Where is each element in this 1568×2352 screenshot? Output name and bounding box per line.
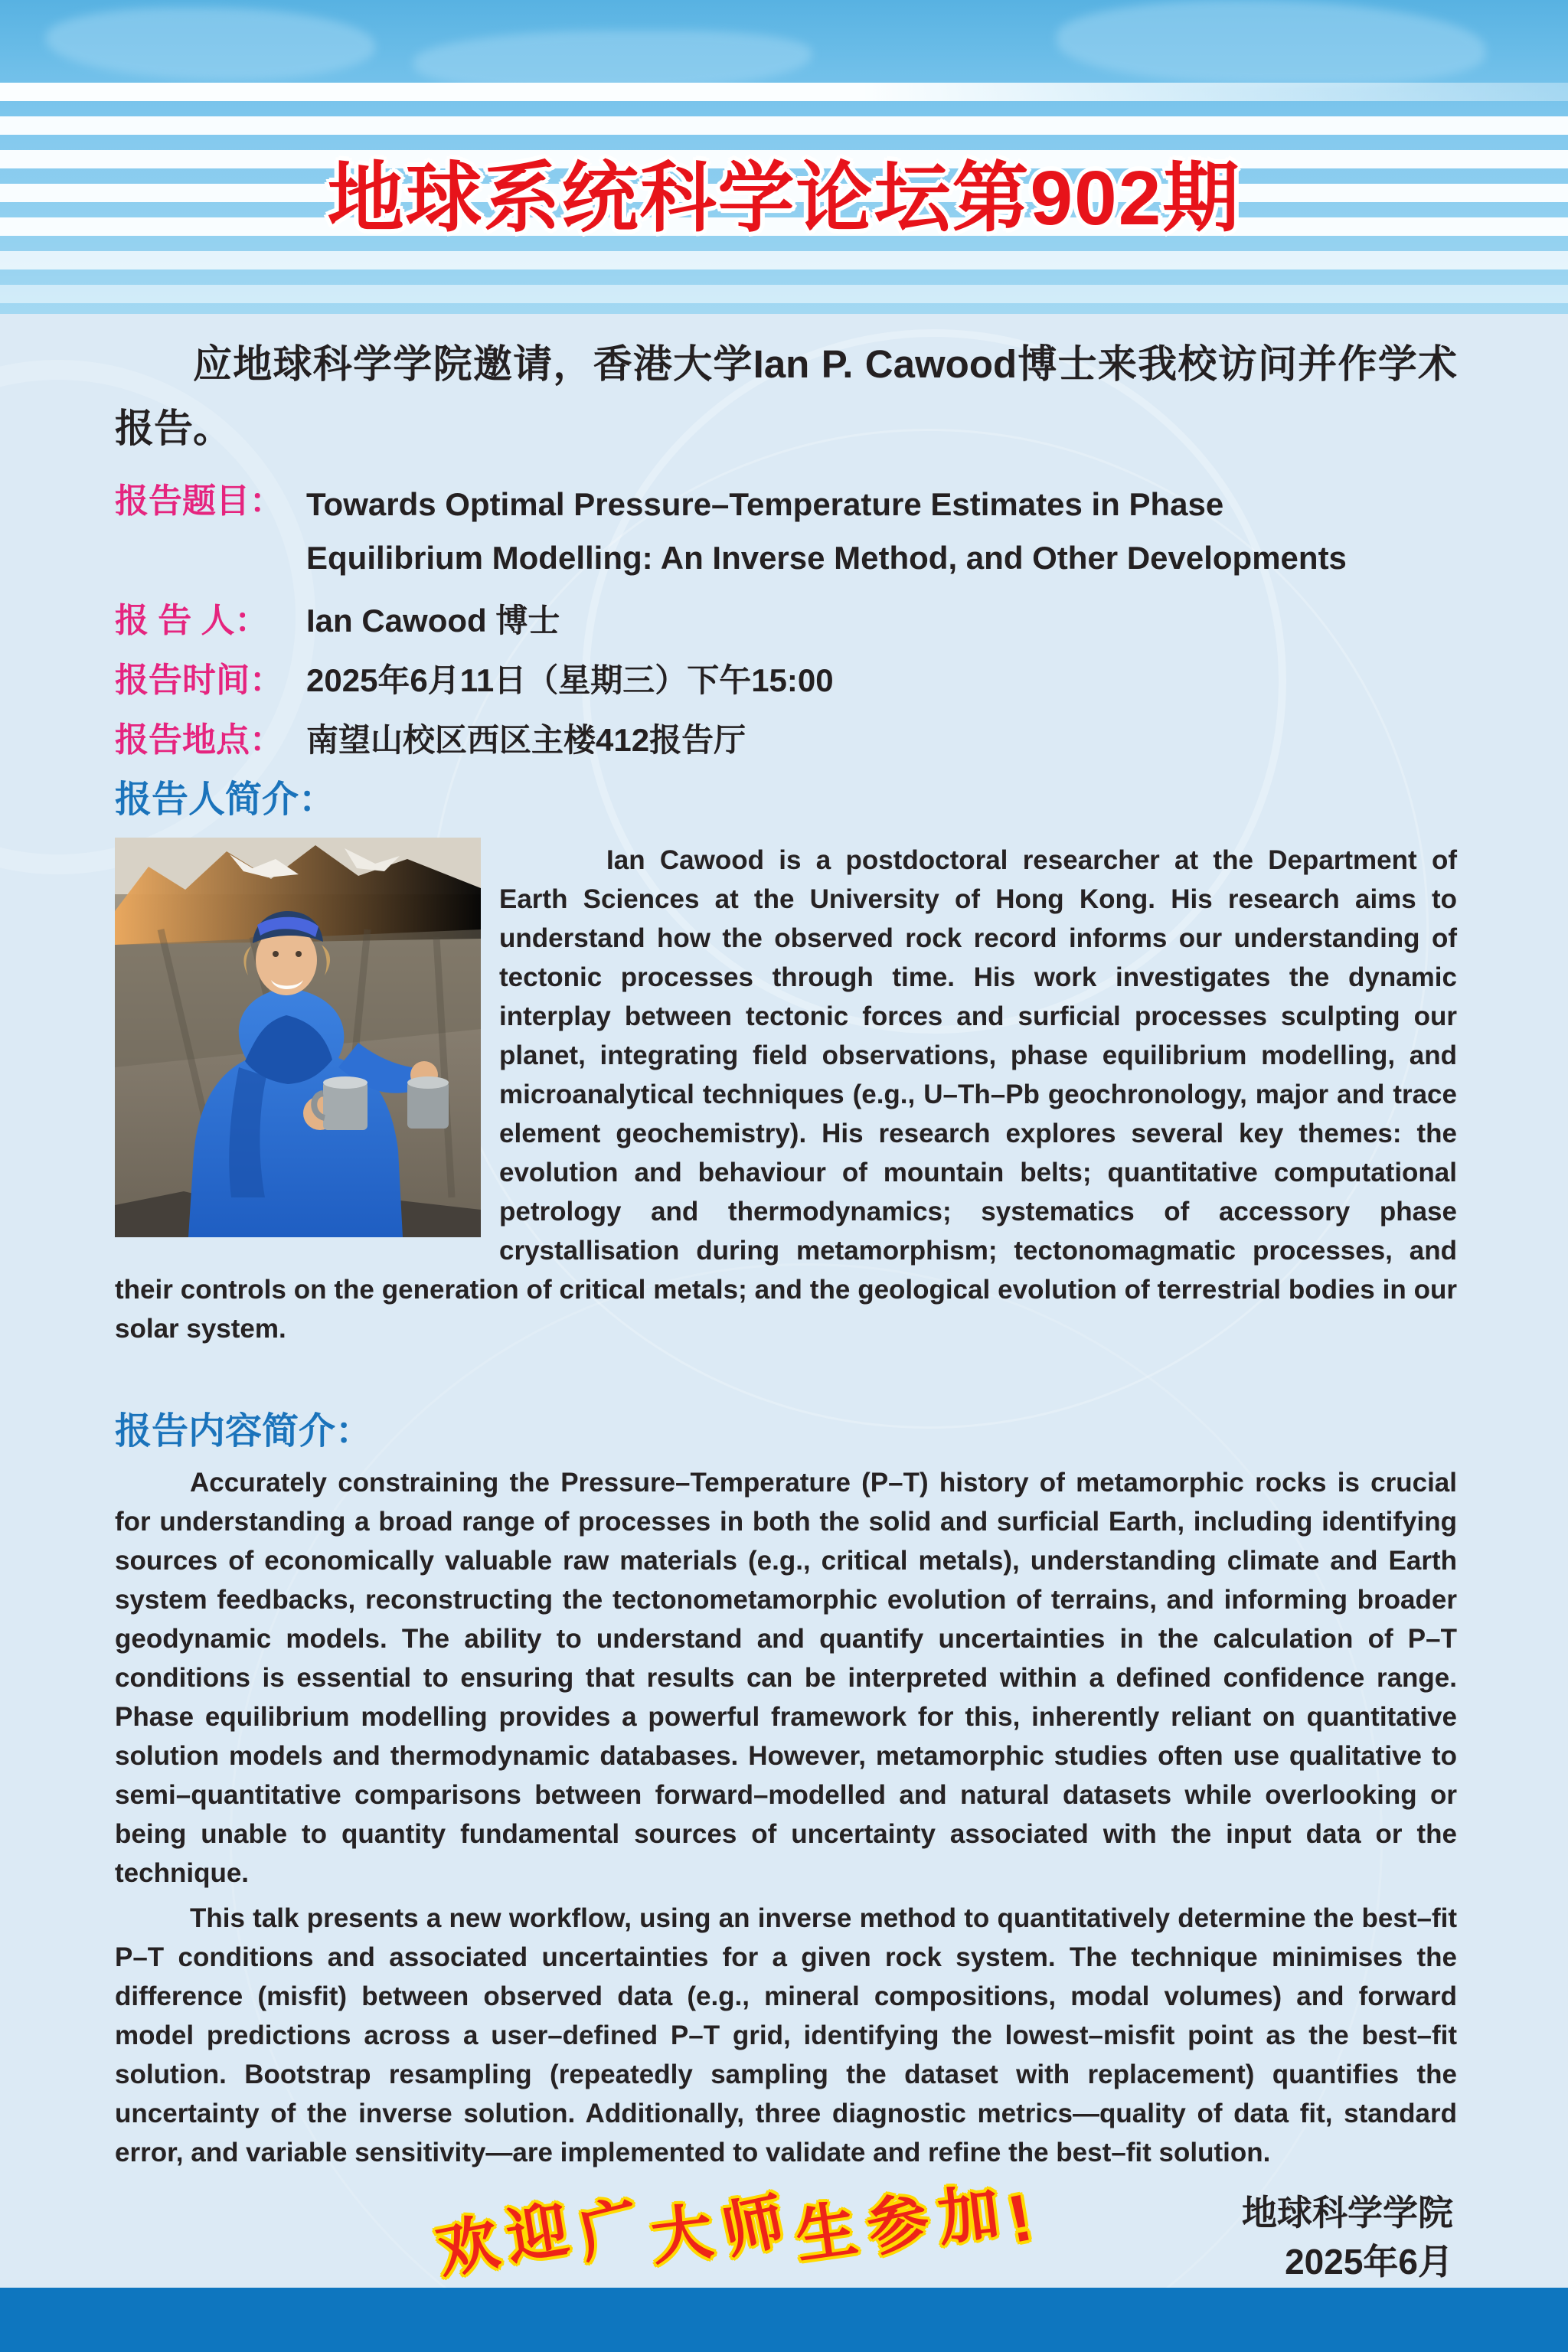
report-details bbox=[115, 478, 1457, 764]
abstract-paragraph-2: This talk presents a new workflow, using an inverse method to quantitatively determine the best–fit P–T conditions and associated uncertainties for a given rock system. The technique minimises the difference (misfit) between observed data (e.g., mineral compositions, modal volumes) and forward model predictions across a user–defined P–T grid, identifying the lowest–misfit point as the best–fit solution. Bootstrap resampling (repeatedly sampling the dataset with replacement) quantifies the uncertainty of the inverse solution. Additionally, three diagnostic metrics—quality of data fit, standard error, and variable sensitivity—are implemented to validate and refine the best–fit solution. bbox=[115, 1903, 1457, 2167]
abstract-paragraph-1: Accurately constraining the Pressure–Temperature (P–T) history of metamorphic rocks is crucial for understanding a broad range of processes in both the solid and surficial Earth, including identifying sources of economically valuable raw materials (e.g., critical metals), understanding climate and Earth system feedbacks, reconstructing the tectonometamorphic evolution of terrains, and informing broader geodynamic models. The ability to understand and quantify uncertainties in the calculation of P–T conditions is essential to ensuring that results can be interpreted within a defined confidence range. Phase equilibrium modelling provides a powerful framework for this, inherently reliant on quantitative solution models and thermodynamic databases. However, metamorphic studies often use qualitative to semi–quantitative comparisons between forward–modelled and natural datasets while overlooking or being unable to quantity fundamental sources of uncertainty associated with the input data or the technique. bbox=[115, 1468, 1457, 1888]
time-label: 报告时间： bbox=[115, 662, 283, 699]
speaker-photo-illustration bbox=[115, 838, 481, 1237]
detail-row-topic bbox=[115, 478, 1457, 585]
bio-paragraph: Ian Cawood is a postdoctoral researcher at the Department of Earth Sciences at the University of Hong Kong. His research aims to understand how the observed rock record informs our understanding of tectonic processes through time. His work investigates the dynamic interplay between tectonic forces and surficial processes sculpting our planet, integrating field observations, phase equilibrium modelling, and microanalytical techniques (e.g., U–Th–Pb geochronology, major and trace element geochemistry). His research explores several key themes: the evolution and behaviour of mountain belts; quantitative computational petrology and thermodynamics; systematics of accessory phase crystallisation during metamorphism; tectonomagmatic processes, and their controls on the generation of critical metals; and the geological evolution of terrestrial bodies in our solar system. bbox=[115, 845, 1457, 1344]
topic-line-1: Towards Optimal Pressure–Temperature Estimates in Phase bbox=[306, 486, 1224, 522]
time-value: 2025年6月11日（星期三）下午15:00 bbox=[306, 662, 834, 698]
welcome-message: 欢迎广大师生参加! bbox=[431, 2177, 1038, 2286]
eye bbox=[273, 951, 279, 957]
poster-date: 2025年6月 bbox=[1285, 2242, 1453, 2282]
bottom-blue-band bbox=[0, 2288, 1568, 2352]
speaker-label: 报 告 人： bbox=[115, 602, 269, 639]
topic-label: 报告题目： bbox=[115, 482, 283, 520]
mug-rim bbox=[323, 1076, 368, 1089]
detail-row-time bbox=[115, 657, 1457, 704]
detail-row-speaker bbox=[115, 597, 1457, 645]
organizer-block bbox=[1242, 2188, 1453, 2286]
detail-row-venue bbox=[115, 717, 1457, 764]
abstract-section-label: 报告内容简介： bbox=[115, 1411, 373, 1452]
topic-line-2: Equilibrium Modelling: An Inverse Method, and Other Developments bbox=[306, 540, 1347, 576]
venue-label: 报告地点： bbox=[115, 721, 283, 759]
bio-section-label: 报告人简介： bbox=[115, 779, 336, 820]
poster-title: 地球系统科学论坛第902期 bbox=[327, 155, 1241, 241]
mug-rim bbox=[407, 1076, 449, 1089]
topic-value bbox=[306, 478, 1347, 585]
speaker-bio-block bbox=[115, 831, 1457, 1348]
speaker-photo bbox=[115, 838, 481, 1237]
eye bbox=[296, 951, 302, 957]
organizer-name: 地球科学学院 bbox=[1242, 2193, 1453, 2233]
speaker-value: Ian Cawood 博士 bbox=[306, 603, 560, 639]
venue-value: 南望山校区西区主楼412报告厅 bbox=[306, 722, 746, 758]
intro-paragraph: 应地球科学学院邀请，香港大学Ian P. Cawood博士来我校访问并作学术报告。 bbox=[115, 342, 1457, 450]
